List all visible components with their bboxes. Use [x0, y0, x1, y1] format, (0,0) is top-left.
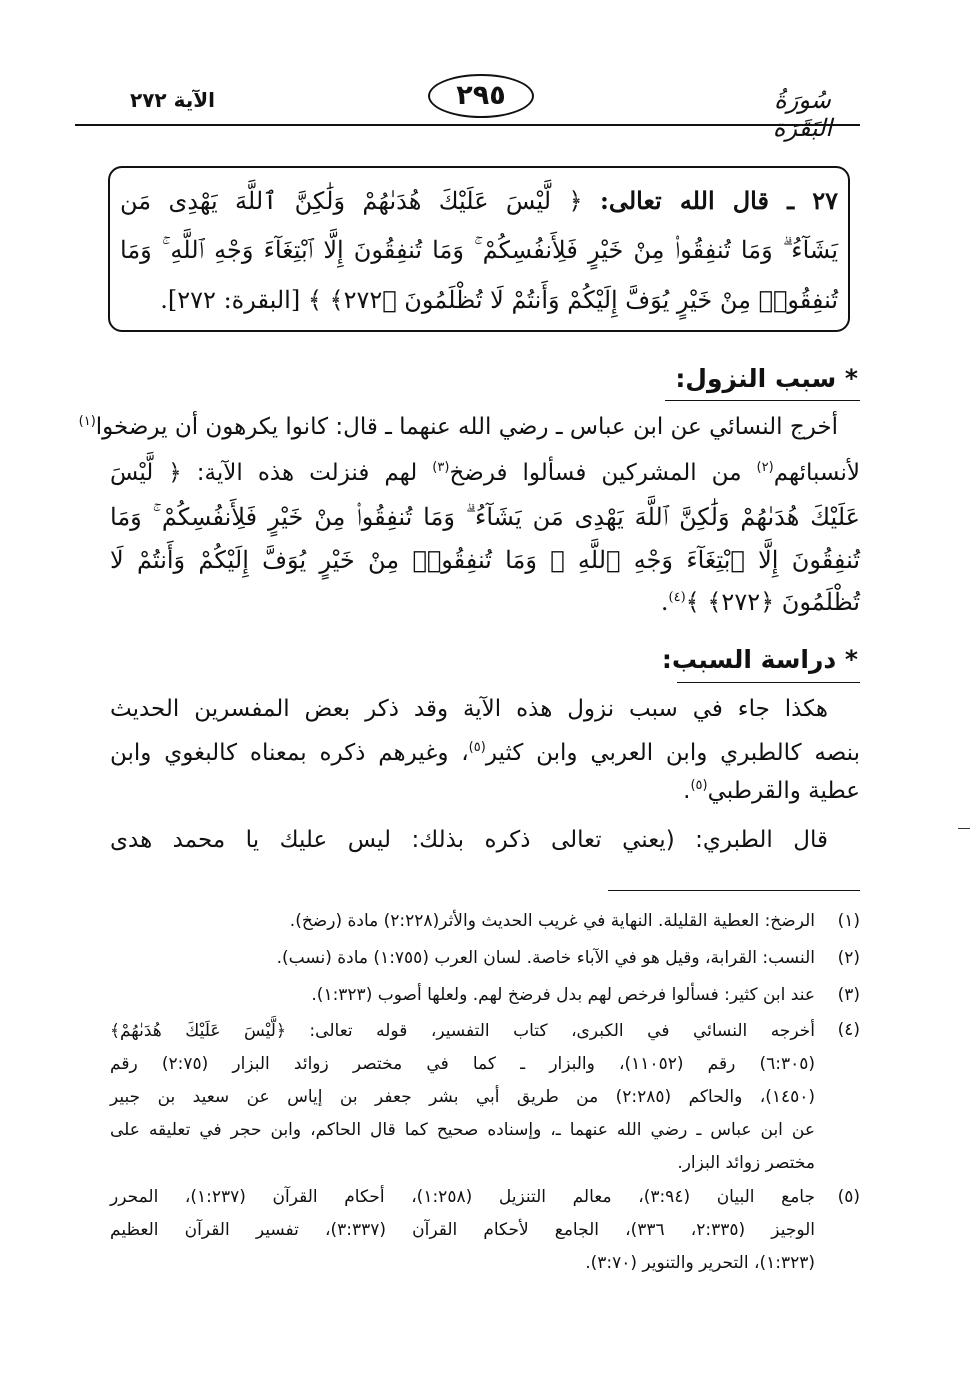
footnote-line: جامع البيان (٣:٩٤)، معالم التنزيل (١:٢٥٨)، أحكام القرآن (١:٢٣٧)، المحرر [110, 1187, 815, 1207]
section-heading-revelation-cause: * سبب النزول: [675, 364, 858, 393]
verse-line-2: يَشَآءُ ۗ وَمَا تُنفِقُوا۟ مِنْ خَيْرٍ فَلِأَنفُسِكُمْ ۚ وَمَا تُنفِقُونَ إِلَّا ٱبْتِغَآءَ وَجْهِ ٱللَّهِ ۚ وَمَا [120, 236, 838, 264]
footnote-line: أخرجه النسائي في الكبرى، كتاب التفسير، قوله تعالى: ﴿لَّيْسَ عَلَيْكَ هُدَىٰهُمْ﴾ [110, 1021, 815, 1041]
footnote-line: (١:٣٢٣)، التحرير والتنوير (٣:٧٠). [585, 1253, 815, 1273]
footnote-ref: (٢) [756, 460, 774, 475]
body-line: هكذا جاء في سبب نزول هذه الآية وقد ذكر بعض المفسرين الحديث [110, 696, 828, 722]
footnote-number: (٢) [837, 948, 860, 968]
text-run: من المشركين فسألوا فرضخ [449, 460, 757, 486]
text-run: تُظْلَمُونَ ﴿٢٧٢﴾ ﴾ [685, 588, 860, 616]
footnote-line: عند ابن كثير: فسألوا فرخص لهم بدل فرضخ لهم. ولعلها أصوب (١:٣٢٣). [311, 985, 815, 1005]
heading-underline [677, 682, 860, 683]
text-run: . [660, 588, 669, 616]
page-number: ٢٩٥ [428, 74, 534, 118]
body-line [78, 414, 838, 440]
footnote-number: (٣) [837, 985, 860, 1005]
body-line: قال الطبري: (يعني تعالى ذكره بذلك: ليس عليك يا محمد هدى [110, 827, 828, 853]
surah-name: سُورَةُ البَقَرَة [772, 86, 833, 142]
footnote-line: مختصر زوائد البزار. [677, 1153, 815, 1173]
verse-text-1: ﴿ لَّيْسَ عَلَيْكَ هُدَىٰهُمْ وَلَٰكِنَّ ٱللَّهَ يَهْدِى مَن [120, 187, 583, 215]
quran-line: عَلَيْكَ هُدَىٰهُمْ وَلَٰكِنَّ ٱللَّهَ يَهْدِى مَن يَشَآءُ ۗ وَمَا تُنفِقُوا۟ مِنْ خَيْرٍ فَلِأَنفُسِكُمْ ۚ وَمَا [110, 503, 860, 531]
ayah-label: الآية ٢٧٢ [130, 88, 215, 112]
footnote-ref: (١) [78, 414, 96, 429]
footnote-ref: (٥) [690, 778, 708, 793]
verse-line-1 [120, 186, 838, 215]
quran-line [110, 588, 860, 616]
footnote-line: النسب: القرابة، وقيل هو في الآباء خاصة. لسان العرب (١:٧٥٥) مادة (نسب). [276, 948, 815, 968]
verse-line-3: تُنفِقُوا۟ مِنْ خَيْرٍ يُوَفَّ إِلَيْكُمْ وَأَنتُمْ لَا تُظْلَمُونَ ﴿٢٧٢﴾ ﴾ [البقرة: ٢٧٢]. [160, 286, 838, 314]
footnote-line: الوجيز (٢:٣٣٥، ٣٣٦)، الجامع لأحكام القرآن (٣:٣٣٧)، تفسير القرآن العظيم [110, 1220, 816, 1240]
text-run: بنصه كالطبري وابن العربي وابن كثير [485, 740, 861, 766]
text-run: . [683, 778, 691, 804]
footnote-ref: (٤) [668, 590, 686, 605]
footnote-number: (٥) [837, 1187, 860, 1207]
text-run: لأنسبائهم [773, 460, 860, 486]
footnotes-divider [608, 890, 860, 891]
header-divider [75, 124, 860, 126]
body-line [110, 778, 860, 804]
heading-underline [665, 400, 860, 401]
text-run: ، وغيرهم ذكره بمعناه كالبغوي وابن [110, 740, 469, 766]
section-heading-cause-study: * دراسة السبب: [661, 645, 858, 674]
footnote-line: (١٤٥٠)، والحاكم (٢:٢٨٥) من طريق أبي بشر جعفر بن إياس عن سعيد بن جبير [110, 1087, 816, 1107]
footnote-ref: (٥) [468, 740, 486, 755]
text-run: لهم فنزلت هذه الآية: ﴿ لَّيْسَ [110, 460, 433, 486]
footnote-line: (٦:٣٠٥) رقم (١١٠٥٢)، والبزار ـ كما في مختصر زوائد البزار (٢:٧٥) رقم [110, 1054, 816, 1074]
footnote-line: الرضخ: العطية القليلة. النهاية في غريب الحديث والأثر(٢:٢٢٨) مادة (رضخ). [289, 911, 815, 931]
text-run: أخرج النسائي عن ابن عباس ـ رضي الله عنهما ـ قال: كانوا يكرهون أن يرضخوا [95, 414, 838, 440]
body-line [110, 740, 860, 766]
footnote-number: (١) [837, 911, 860, 931]
footnote-line: عن ابن عباس ـ رضي الله عنهما ـ، وإسناده صحيح كما قال الحاكم، وابن حجر في تعليقه على [110, 1120, 815, 1140]
text-run: عطية والقرطبي [707, 778, 860, 804]
footnote-ref: (٣) [432, 460, 450, 475]
quran-line: تُنفِقُونَ إِلَّا ٱبْتِغَآءَ وَجْهِ ٱللَّهِ ۚ وَمَا تُنفِقُوا۟ مِنْ خَيْرٍ يُوَفَّ إِلَيْكُمْ وَأَنتُمْ لَا [110, 546, 860, 574]
footnote-number: (٤) [837, 1020, 860, 1040]
margin-mark [958, 828, 970, 829]
verse-intro: ٢٧ ـ قال الله تعالى: [599, 186, 839, 215]
body-line [110, 460, 860, 486]
